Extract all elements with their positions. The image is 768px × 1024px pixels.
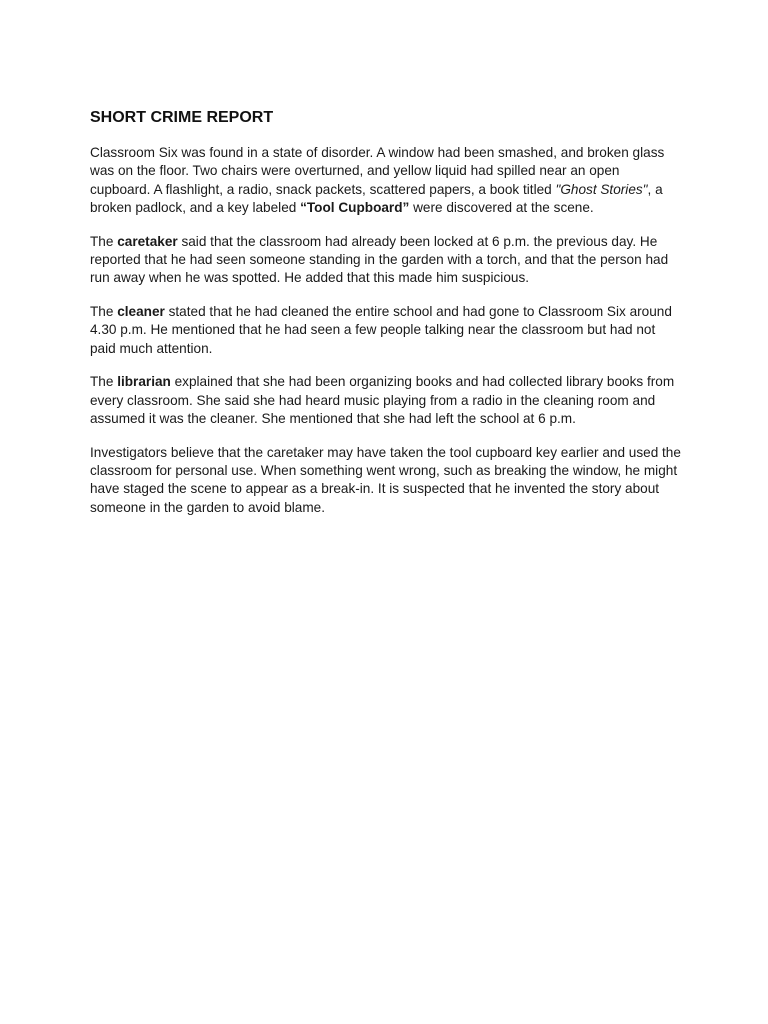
scene-text-1: Classroom Six was found in a state of disorder. A window had been smashed, and broken glass was on the floor. Two chairs were overturned, and yellow liquid had spilled near an open cupboard. A flashlight, a radio, snack packets, scattered papers, a book titled: [90, 145, 665, 197]
scene-paragraph: [90, 144, 682, 217]
report-title: SHORT CRIME REPORT: [90, 109, 274, 126]
caretaker-name: caretaker: [117, 233, 178, 249]
scene-text-3: were discovered at the scene.: [409, 199, 594, 215]
cleaner-name: cleaner: [117, 304, 165, 320]
librarian-paragraph: [90, 373, 682, 428]
book-title: "Ghost Stories": [555, 181, 648, 197]
caretaker-statement: said that the classroom had already been locked at 6 p.m. the previous day. He reported that he had seen someone standing in the garden with a torch, and that the person had run away when he was spotted. He added that this made him suspicious.: [90, 233, 669, 286]
conclusion-paragraph: Investigators believe that the caretaker may have taken the tool cupboard key earlier and used the classroom for personal use. When something went wrong, such as breaking the window, he might have staged the scene to appear as a break-in. It is suspected that he invented the story about someone in the garden to avoid blame.: [90, 444, 681, 515]
key-label: “Tool Cupboard”: [300, 199, 410, 215]
scene-text-2: , a broken padlock, and a key labeled: [90, 181, 663, 215]
cleaner-statement: stated that he had cleaned the entire school and had gone to Classroom Six around 4.30 p.m. He mentioned that he had seen a few people talking near the classroom but had not paid much attention.: [90, 304, 672, 356]
caretaker-paragraph: [90, 233, 682, 288]
librarian-name: librarian: [117, 374, 171, 390]
document-page: [90, 108, 682, 533]
caretaker-lead: The: [90, 233, 118, 249]
cleaner-paragraph: [90, 303, 682, 358]
librarian-statement: explained that she had been organizing books and had collected library books from every classroom. She said she had heard music playing from a radio in the cleaning room and assumed it was the cleaner. She mentioned that she had left the school at 6 p.m.: [90, 374, 675, 427]
cleaner-lead: The: [90, 304, 118, 320]
librarian-lead: The: [90, 374, 118, 390]
